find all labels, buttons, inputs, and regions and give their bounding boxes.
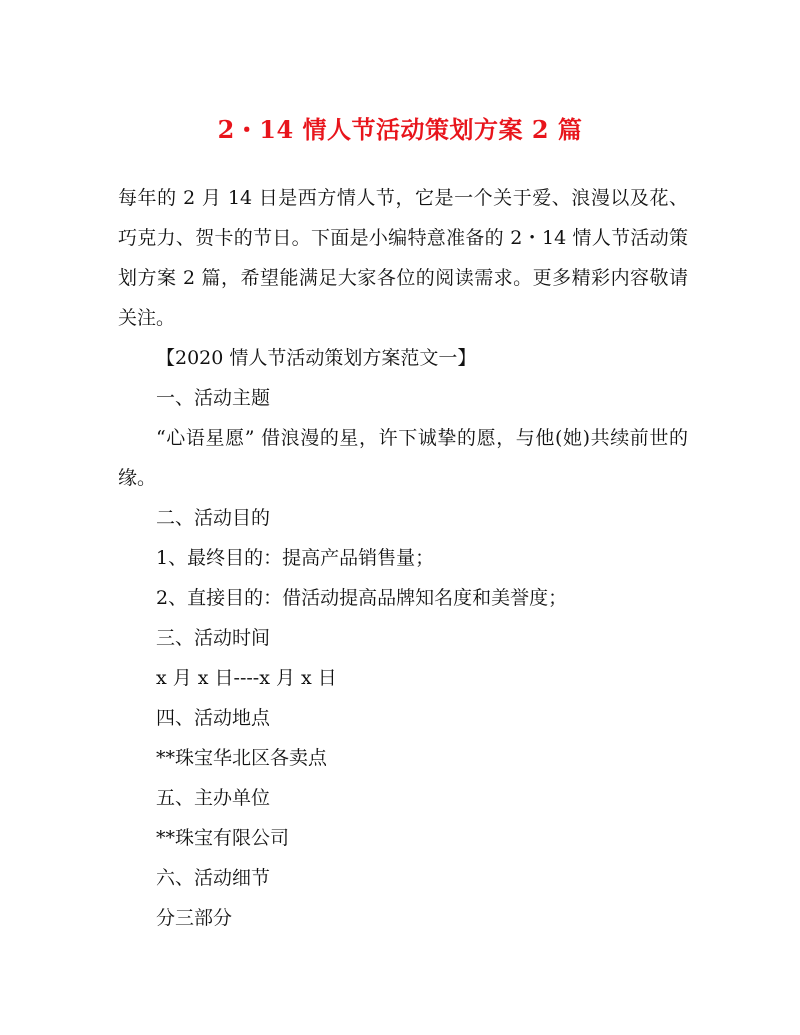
heading-organizer: 五、主办单位 <box>156 787 271 809</box>
section-heading: 【2020 情人节活动策划方案范文一】 <box>156 347 477 369</box>
organizer-text: **珠宝有限公司 <box>156 827 290 849</box>
time-text: x 月 x 日----x 月 x 日 <box>156 667 337 689</box>
heading-details: 六、活动细节 <box>156 867 271 889</box>
goal-item-1: 1、最终目的：提高产品销售量； <box>156 547 435 569</box>
document-title: 2・14 情人节活动策划方案 2 篇 <box>217 115 583 144</box>
theme-paragraph: “心语星愿” 借浪漫的星，许下诚挚的愿，与他(她)共续前世的缘。 <box>118 427 688 489</box>
place-text: **珠宝华北区各卖点 <box>156 747 328 769</box>
details-text: 分三部分 <box>156 907 233 929</box>
heading-goal: 二、活动目的 <box>156 507 271 529</box>
heading-theme: 一、活动主题 <box>156 387 271 409</box>
heading-place: 四、活动地点 <box>156 707 271 729</box>
intro-paragraph: 每年的 2 月 14 日是西方情人节，它是一个关于爱、浪漫以及花、巧克力、贺卡的节日。下面是小编特意准备的 2・14 情人节活动策划方案 2 篇，希望能满足大家各位的阅读需求。更多精彩内容敬请关注。 <box>118 187 688 329</box>
document-body <box>118 178 688 938</box>
heading-time: 三、活动时间 <box>156 627 271 649</box>
goal-item-2: 2、直接目的：借活动提高品牌知名度和美誉度； <box>156 587 568 609</box>
